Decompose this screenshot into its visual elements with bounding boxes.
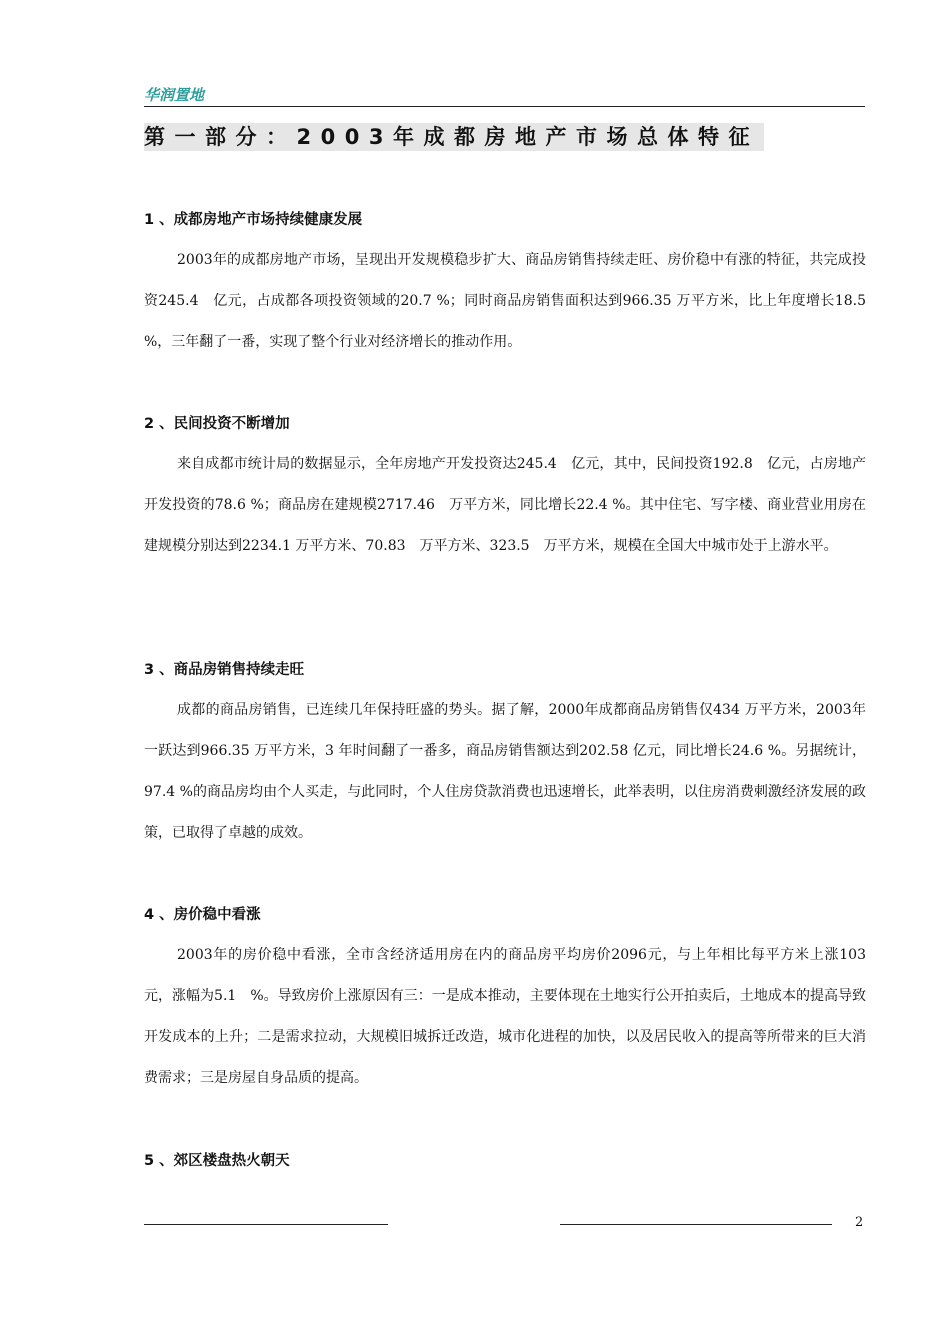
section-heading: 3 、商品房销售持续走旺: [144, 662, 305, 678]
footer-rule-left: [144, 1224, 388, 1225]
section-heading: 4 、房价稳中看涨: [144, 907, 261, 923]
section-3: [144, 658, 874, 854]
section-4: [144, 903, 880, 1099]
section-heading: 1 、成都房地产市场持续健康发展: [144, 212, 363, 228]
section-1: [144, 208, 874, 363]
section-2: [144, 412, 874, 567]
header-rule: [144, 106, 865, 107]
section-paragraph: 2003年的成都房地产市场，呈现出开发规模稳步扩大、商品房销售持续走旺、房价稳中有涨的特征，共完成投资245.4 亿元，占成都各项投资领域的20.7 %；同时商品房销售面积达到966.35 万平方米，比上年度增长18.5 %，三年翻了一番，实现了整个行业对经济增长的推动作用。: [144, 252, 866, 350]
section-paragraph: 成都的商品房销售，已连续几年保持旺盛的势头。据了解，2000年成都商品房销售仅434 万平方米，2003年一跃达到966.35 万平方米，3 年时间翻了一番多，商品房销售额达到202.58 亿元，同比增长24.6 %。另据统计，97.4 %的商品房均由个人买走，与此同时，个人住房贷款消费也迅速增长，此举表明，以住房消费刺激经济发展的政策，已取得了卓越的成效。: [144, 702, 866, 841]
section-heading: 2 、民间投资不断增加: [144, 416, 290, 432]
footer-rule-right: [560, 1224, 832, 1225]
header-brand: 华润置地: [144, 86, 205, 104]
section-paragraph: 2003年的房价稳中看涨，全市含经济适用房在内的商品房平均房价2096元，与上年相比每平方米上涨103 元，涨幅为5.1 %。导致房价上涨原因有三：一是成本推动，主要体现在土地实行公开拍卖后，土地成本的提高导致开发成本的上升；二是需求拉动，大规模旧城拆迁改造，城市化进程的加快，以及居民收入的提高等所带来的巨大消费需求；三是房屋自身品质的提高。: [144, 947, 880, 1086]
section-heading: 5 、郊区楼盘热火朝天: [144, 1153, 290, 1169]
section-5: [144, 1149, 874, 1173]
part-title: 第一部分：2003年成都房地产市场总体特征: [144, 123, 764, 151]
page-number: 2: [855, 1215, 864, 1230]
section-paragraph: 来自成都市统计局的数据显示，全年房地产开发投资达245.4 亿元，其中，民间投资192.8 亿元，占房地产开发投资的78.6 %；商品房在建规模2717.46 万平方米，同比增长22.4 %。其中住宅、写字楼、商业营业用房在建规模分别达到2234.1 万平方米、70.83 万平方米、323.5 万平方米，规模在全国大中城市处于上游水平。: [144, 456, 866, 554]
